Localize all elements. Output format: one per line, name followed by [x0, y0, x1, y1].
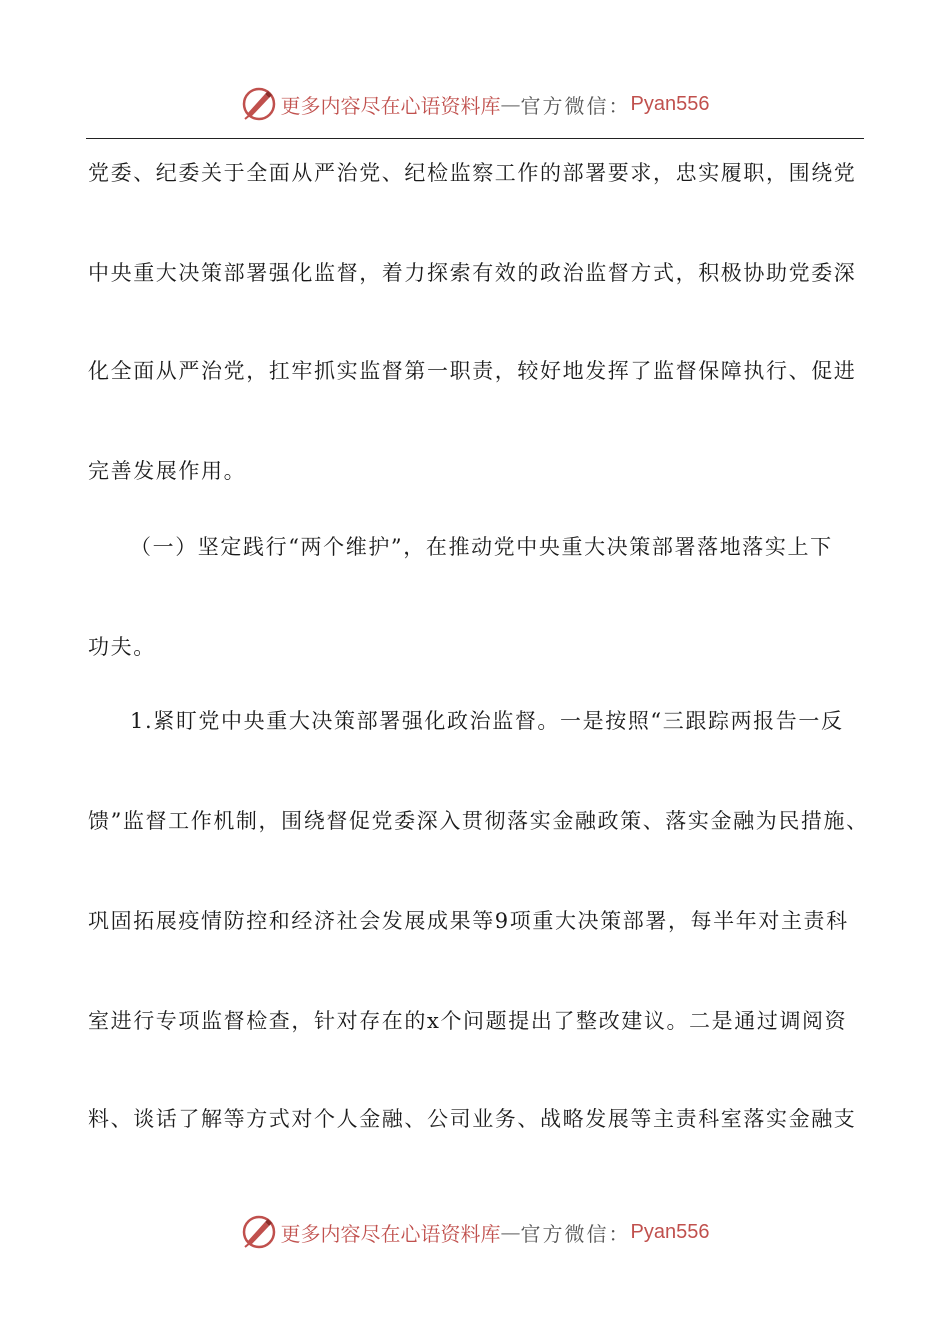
body-line-2: 中央重大决策部署强化监督，着力探索有效的政治监督方式，积极协助党委深 — [88, 261, 857, 285]
body-line-4: 完善发展作用。 — [88, 459, 247, 483]
header-separator: — — [500, 92, 521, 116]
body-line-10: 室进行专项监督检查，针对存在的x个问题提出了整改建议。二是通过调阅资 — [88, 1009, 848, 1033]
body-line-8: 馈”监督工作机制，围绕督促党委深入贯彻落实金融政策、落实金融为民措施、 — [88, 809, 869, 833]
body-line-9: 巩固拓展疫情防控和经济社会发展成果等9项重大决策部署，每半年对主责科 — [88, 909, 849, 933]
footer-wechat-label: 官方微信： — [520, 1221, 631, 1246]
body-line-5: （一）坚定践行“两个维护”，在推动党中央重大决策部署落地落实上下 — [130, 535, 833, 559]
header-wechat-id: Pyan556 — [630, 92, 710, 115]
body-line-7: 1.紧盯党中央重大决策部署强化政治监督。一是按照“三跟踪两报告一反 — [130, 709, 844, 733]
header-brand-text: 更多内容尽在心语资料库 — [280, 93, 501, 118]
body-line-6: 功夫。 — [88, 635, 156, 659]
footer-banner — [0, 1210, 950, 1254]
pen-logo-icon — [241, 86, 277, 122]
footer-separator: — — [500, 1220, 521, 1244]
footer-brand-text: 更多内容尽在心语资料库 — [280, 1221, 501, 1246]
header-divider — [86, 138, 864, 139]
header-banner — [0, 82, 950, 126]
body-line-1: 党委、纪委关于全面从严治党、纪检监察工作的部署要求，忠实履职，围绕党 — [88, 161, 857, 185]
body-line-3: 化全面从严治党，扛牢抓实监督第一职责，较好地发挥了监督保障执行、促进 — [88, 359, 857, 383]
pen-logo-icon — [241, 1214, 277, 1250]
footer-wechat-id: Pyan556 — [630, 1220, 710, 1243]
body-line-11: 料、谈话了解等方式对个人金融、公司业务、战略发展等主责科室落实金融支 — [88, 1107, 857, 1131]
header-wechat-label: 官方微信： — [520, 93, 631, 118]
